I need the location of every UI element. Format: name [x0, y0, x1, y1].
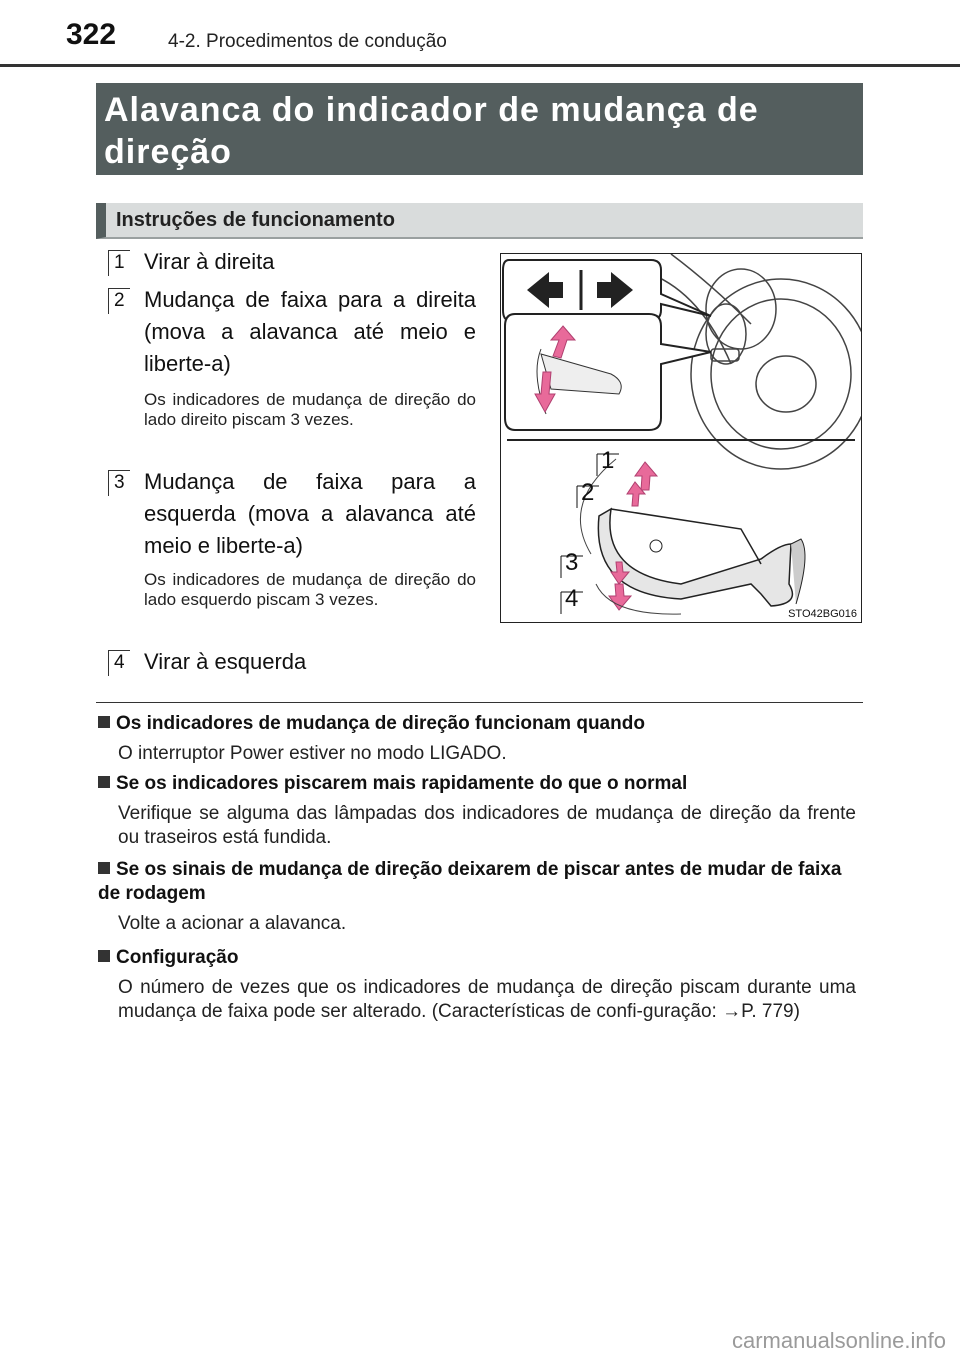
bullet-square-icon	[98, 716, 110, 728]
bullet-square-icon	[98, 950, 110, 962]
watermark: carmanualsonline.info	[731, 1328, 946, 1353]
bullet-square-icon	[98, 776, 110, 788]
turn-arrows-box	[503, 260, 711, 320]
callout-3: 3	[565, 549, 579, 576]
title-box	[96, 83, 863, 175]
callout-1: 1	[601, 447, 615, 474]
note-body-4: O número de vezes que os indicadores de mudança de direção piscam durante uma mudança de faixa pode ser alterado. (Características de confi-guração: →P. 779)	[118, 977, 856, 1022]
callout-2: 2	[581, 479, 595, 506]
turn-signal-lever-icon	[598, 509, 805, 606]
step-number-3: 3	[108, 470, 130, 496]
chapter-title: 4-2. Procedimentos de condução	[168, 31, 447, 52]
header-rule	[0, 64, 960, 67]
page-title: Alavanca do indicador de mudança de direção	[104, 91, 759, 171]
note-heading-4: Configuração	[98, 946, 863, 970]
step-text-2: Mudança de faixa para a direita (mova a alavanca até meio e liberte-a)	[144, 287, 476, 376]
note-heading-3: Se os sinais de mudança de direção deixarem de piscar antes de mudar de faixa de rodagem	[98, 859, 842, 904]
bullet-square-icon	[98, 862, 110, 874]
note-heading-1: Os indicadores de mudança de direção funcionam quando	[98, 712, 863, 736]
note-body-3: Volte a acionar a alavanca.	[118, 913, 347, 934]
callout-4: 4	[565, 585, 579, 612]
note-body-2: Verifique se alguma das lâmpadas dos indicadores de mudança de direção da frente ou traseiros está fundida.	[118, 803, 856, 848]
lever-illustration	[501, 254, 861, 622]
step-note-2: Os indicadores de mudança de direção do lado direito piscam 3 vezes.	[144, 390, 476, 429]
section-divider	[96, 702, 863, 703]
note-body-1: O interruptor Power estiver no modo LIGADO.	[118, 743, 507, 764]
step-number-1: 1	[108, 250, 130, 276]
step-number-2: 2	[108, 288, 130, 314]
step-text-1: Virar à direita	[144, 249, 275, 274]
step-note-3: Os indicadores de mudança de direção do lado esquerdo piscam 3 vezes.	[144, 570, 476, 609]
step-number-4: 4	[108, 650, 130, 676]
page-number: 322	[66, 18, 117, 51]
section-bar	[96, 203, 863, 239]
step-text-3: Mudança de faixa para a esquerda (mova a alavanca até meio e liberte-a)	[144, 469, 476, 558]
turn-signal-lever-figure	[500, 253, 862, 623]
figure-code: STO42BG016	[788, 608, 857, 620]
lever-inset	[505, 314, 711, 430]
steering-wheel-icon	[651, 254, 861, 469]
step-text-4: Virar à esquerda	[144, 649, 307, 674]
note-heading-2: Se os indicadores piscarem mais rapidamente do que o normal	[98, 772, 863, 796]
section-title: Instruções de funcionamento	[116, 209, 395, 231]
